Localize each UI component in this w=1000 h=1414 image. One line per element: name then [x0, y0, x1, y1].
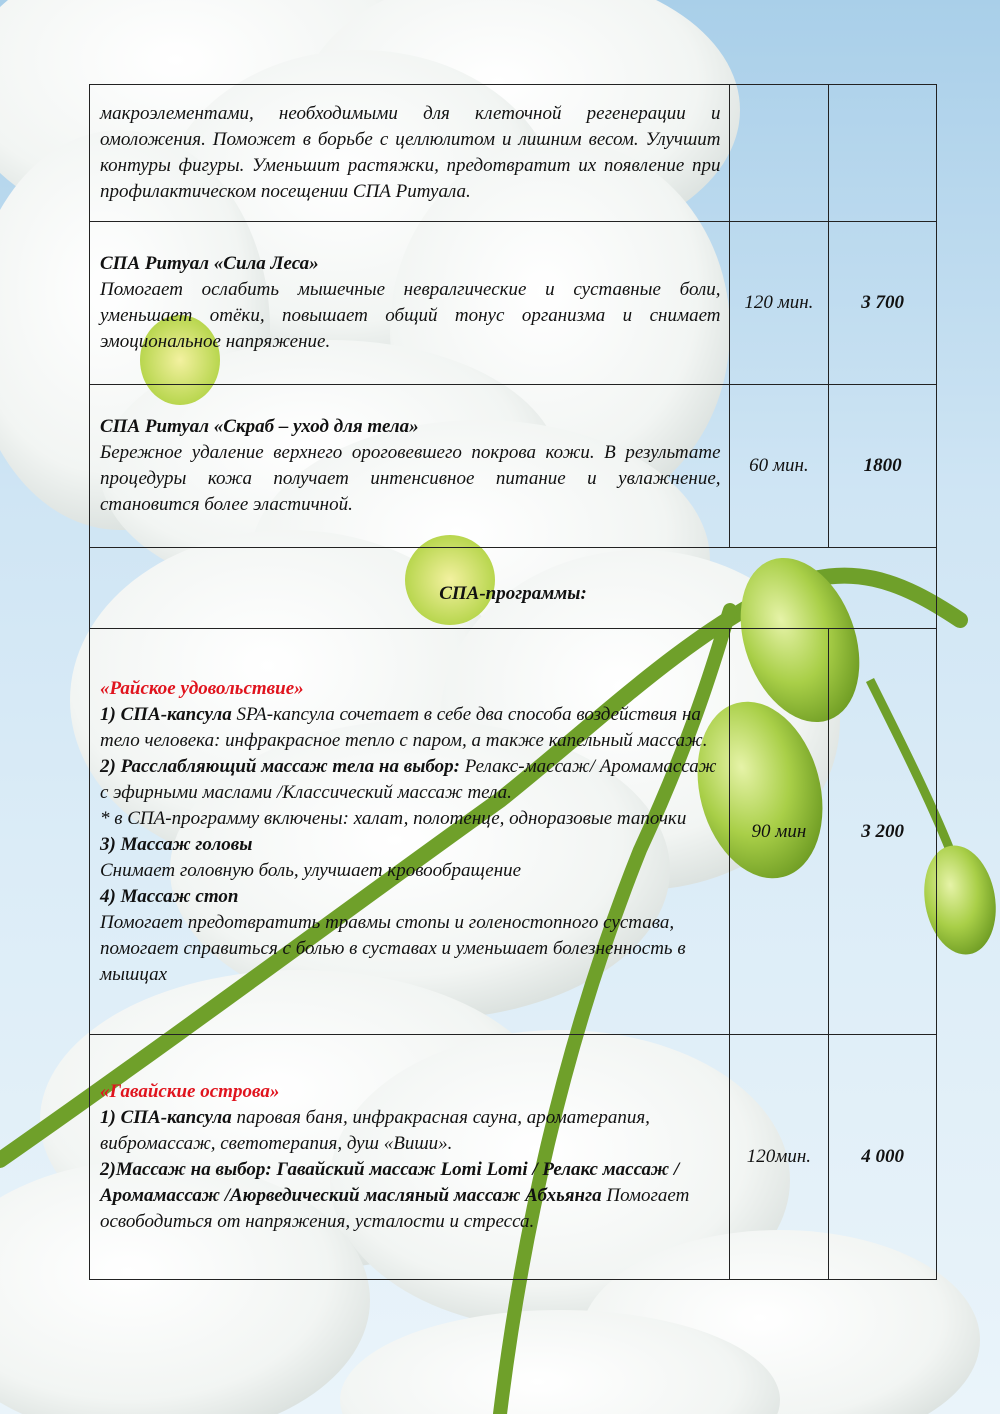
program-note: * в СПА-программу включены: халат, полотенце, одноразовые тапочки — [100, 807, 687, 829]
program-price: 4 000 — [829, 1035, 937, 1280]
program-duration: 90 мин — [729, 629, 829, 1035]
table-row — [90, 85, 937, 222]
section-row — [90, 548, 937, 629]
service-duration — [729, 85, 829, 222]
section-title: СПА-программы: — [439, 583, 587, 604]
program-duration: 120мин. — [729, 1035, 829, 1280]
service-duration: 120 мин. — [729, 222, 829, 385]
program-step-text: Помогает освободиться от напряжения, усталости и стресса. — [100, 1185, 690, 1232]
service-price — [829, 85, 937, 222]
program-step-text: вибромассаж, светотерапия, душ «Виши». — [100, 1133, 453, 1154]
program-step-title: 3) Массаж головы — [100, 833, 253, 855]
table-row — [90, 1035, 937, 1280]
service-title: СПА Ритуал «Скраб – уход для тела» — [100, 416, 419, 437]
program-name: «Гавайские острова» — [100, 1081, 280, 1102]
program-step-title: 1) СПА-капсула — [100, 1107, 232, 1128]
service-description: макроэлементами, необходимыми для клеточной регенерации и омоложения. Поможет в борьбе с целлюлитом и лишним весом. Улучшит контуры фигуры. Уменьшит растяжки, предотвратит их появление при профилактическом посещении СПА Ритуала. — [90, 85, 730, 222]
program-step-title: 1) СПА-капсула — [100, 703, 232, 725]
service-price: 1800 — [829, 385, 937, 548]
service-price: 3 700 — [829, 222, 937, 385]
program-step-text: Релакс-массаж/ Аромамассаж с эфирными маслами /Классический массаж тела. — [100, 755, 717, 803]
program-step-title: 2) Расслабляющий массаж тела на выбор: — [100, 755, 460, 777]
program-step-text: Помогает предотвратить травмы стопы и голеностопного сустава, помогает справиться с болью в суставах и уменьшает болезненность в мышцах — [100, 911, 686, 985]
program-step-text: SPA-капсула сочетает в себе два способа воздействия на тело человека: инфракрасное тепло с паром, а также капельный массаж. — [100, 703, 708, 751]
service-title: СПА Ритуал «Сила Леса» — [100, 253, 319, 274]
service-duration: 60 мин. — [729, 385, 829, 548]
program-step-title: 2)Массаж на выбор: Гавайский массаж Lomi Lomi / Релакс массаж / Аромамассаж /Аюрведический масляный массаж Абхьянга — [100, 1159, 680, 1206]
program-price: 3 200 — [829, 629, 937, 1035]
service-description: Бережное удаление верхнего ороговевшего покрова кожи. В результате процедуры кожа получает интенсивное питание и увлажнение, становится более эластичной. — [100, 442, 721, 515]
table-row — [90, 222, 937, 385]
program-name: «Райское удовольствие» — [100, 677, 304, 699]
table-row — [90, 629, 937, 1035]
table-row — [90, 385, 937, 548]
price-table — [89, 84, 937, 1280]
program-step-text: паровая баня, инфракрасная сауна, ароматерапия, — [231, 1107, 650, 1128]
program-step-text: Снимает головную боль, улучшает кровообращение — [100, 859, 522, 881]
service-description: Помогает ослабить мышечные невралгические и суставные боли, уменьшает отёки, повышает общий тонус организма и снимает эмоциональное напряжение. — [100, 279, 721, 352]
program-step-title: 4) Массаж стоп — [100, 885, 239, 907]
